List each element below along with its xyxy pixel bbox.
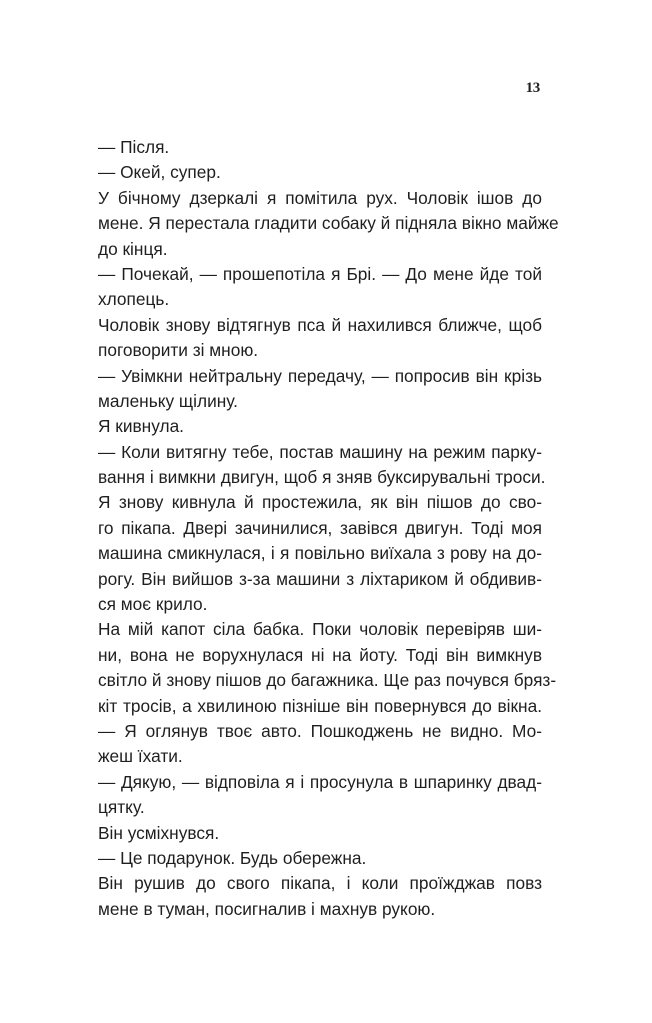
text-line: світло й знову пішов до багажника. Ще раз почувся бряз- bbox=[98, 670, 557, 691]
text-line: — Після. bbox=[98, 137, 170, 157]
text-line: ни, вона не ворухнулася ні на йоту. Тоді він вимкнув bbox=[98, 644, 542, 665]
text-line: мене в туман, посигналив і махнув рукою. bbox=[98, 898, 436, 919]
text-line: маленьку щілину. bbox=[98, 390, 238, 411]
text-line: Чоловік знову відтягнув пса й нахилився ближче, щоб bbox=[98, 314, 542, 335]
text-line: Я кивнула. bbox=[98, 416, 184, 437]
text-line: го пікапа. Двері зачинилися, завівся двигун. Тоді моя bbox=[98, 517, 542, 538]
page-number: 13 bbox=[525, 80, 540, 96]
text-line: поговорити зі мною. bbox=[98, 340, 259, 361]
text-line: У бічному дзеркалі я помітила рух. Чоловік ішов до bbox=[98, 187, 542, 208]
text-line: — Я оглянув твоє авто. Пошкоджень не видно. Мо- bbox=[98, 720, 542, 741]
text-line: — Увімкни нейтральну передачу, — попросив він крізь bbox=[98, 365, 542, 386]
text-line: рогу. Він вийшов з-за машини з ліхтариком й обдивив- bbox=[98, 568, 542, 589]
text-line: На мій капот сіла бабка. Поки чоловік перевіряв ши- bbox=[98, 619, 542, 640]
text-line: машина смикнулася, і я повільно виїхала з рову на до- bbox=[98, 543, 542, 564]
text-line: — Це подарунок. Будь обережна. bbox=[98, 847, 367, 868]
body-text bbox=[98, 135, 559, 922]
text-line: ся моє крило. bbox=[98, 594, 208, 615]
text-line: кіт тросів, а хвилиною пізніше він повернувся до вікна. bbox=[98, 695, 542, 716]
text-line: — Коли витягну тебе, постав машину на режим парку- bbox=[98, 441, 542, 462]
text-line: до кінця. bbox=[98, 238, 168, 259]
text-line: — Дякую, — відповіла я і просунула в шпаринку двад- bbox=[98, 771, 542, 792]
text-line: цятку. bbox=[98, 797, 145, 818]
text-line: хлопець. bbox=[98, 289, 170, 310]
text-line: Він усміхнувся. bbox=[98, 822, 220, 843]
text-line: вання і вимкни двигун, щоб я зняв буксирувальні троси. bbox=[98, 467, 546, 488]
text-line: Він рушив до свого пікапа, і коли проїжджав повз bbox=[98, 873, 542, 894]
text-line: — Окей, супер. bbox=[98, 162, 221, 183]
text-line: Я знову кивнула й простежила, як він пішов до сво- bbox=[98, 492, 542, 513]
text-line: — Почекай, — прошепотіла я Брі. — До мене йде той bbox=[98, 263, 542, 284]
text-line: жеш їхати. bbox=[98, 746, 183, 767]
text-line: мене. Я перестала гладити собаку й підняла вікно майже bbox=[98, 213, 559, 234]
